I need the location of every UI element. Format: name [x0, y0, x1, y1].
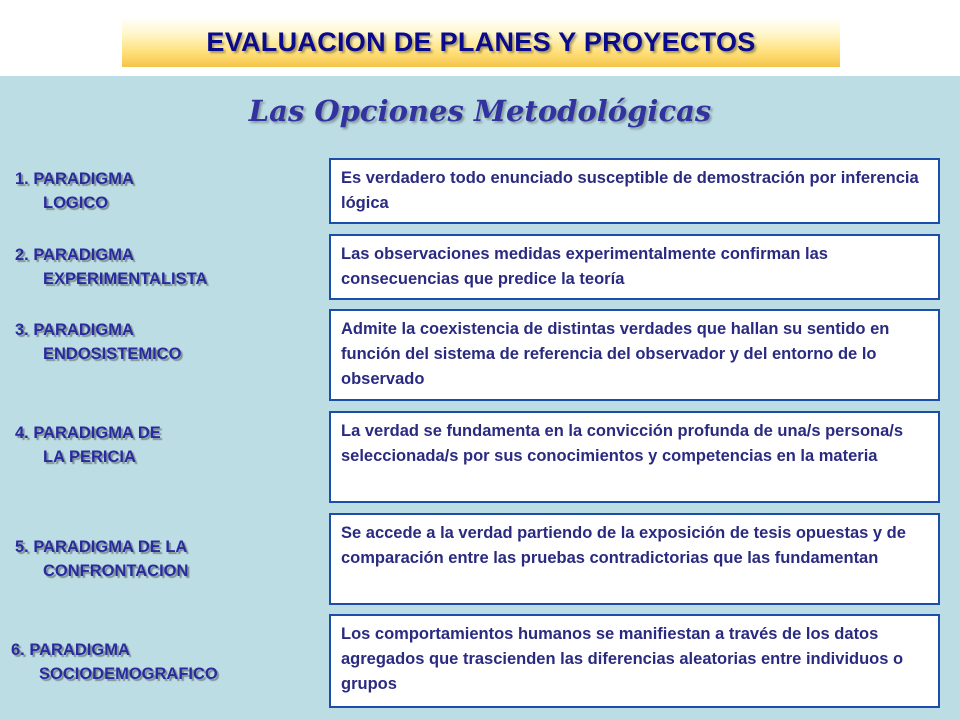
paradigm-description-5: Se accede a la verdad partiendo de la exposición de tesis opuestas y de comparación entre las pruebas contradictorias que las fundamentan [329, 513, 940, 605]
page-title: EVALUACION DE PLANES Y PROYECTOS [206, 26, 756, 57]
paradigm-label-2 [15, 243, 207, 291]
paradigm-label-1 [15, 167, 134, 215]
paradigm-label-6-line2: SOCIODEMOGRAFICO [39, 665, 218, 683]
paradigm-label-6-line1: 6. PARADIGMA [11, 641, 130, 659]
paradigm-label-3-line2: ENDOSISTEMICO [43, 345, 182, 363]
paradigm-label-4 [15, 421, 161, 469]
paradigm-description-1: Es verdadero todo enunciado susceptible de demostración por inferencia lógica [329, 158, 940, 224]
title-banner [122, 17, 840, 67]
paradigm-label-3 [15, 318, 181, 366]
paradigm-label-5 [15, 535, 188, 583]
paradigm-label-6 [11, 638, 218, 686]
paradigm-label-5-line1: 5. PARADIGMA DE LA [15, 538, 188, 556]
paradigm-label-1-line1: 1. PARADIGMA [15, 170, 134, 188]
paradigm-description-6: Los comportamientos humanos se manifiestan a través de los datos agregados que trascienden las diferencias aleatorias entre individuos o grupos [329, 614, 940, 708]
paradigm-label-2-line2: EXPERIMENTALISTA [43, 270, 208, 288]
paradigm-description-2: Las observaciones medidas experimentalmente confirman las consecuencias que predice la teoría [329, 234, 940, 300]
paradigm-label-5-line2: CONFRONTACION [43, 562, 189, 580]
paradigm-label-4-line2: LA PERICIA [43, 448, 136, 466]
paradigm-label-4-line1: 4. PARADIGMA DE [15, 424, 161, 442]
paradigm-label-2-line1: 2. PARADIGMA [15, 246, 134, 264]
paradigm-label-3-line1: 3. PARADIGMA [15, 321, 134, 339]
page-subtitle: Las Opciones Metodológicas [248, 94, 712, 128]
paradigm-description-4: La verdad se fundamenta en la convicción profunda de una/s persona/s seleccionada/s por sus conocimientos y competencias en la materia [329, 411, 940, 503]
paradigm-description-3: Admite la coexistencia de distintas verdades que hallan su sentido en función del sistema de referencia del observador y del entorno de lo observado [329, 309, 940, 401]
paradigm-label-1-line2: LOGICO [43, 194, 109, 212]
